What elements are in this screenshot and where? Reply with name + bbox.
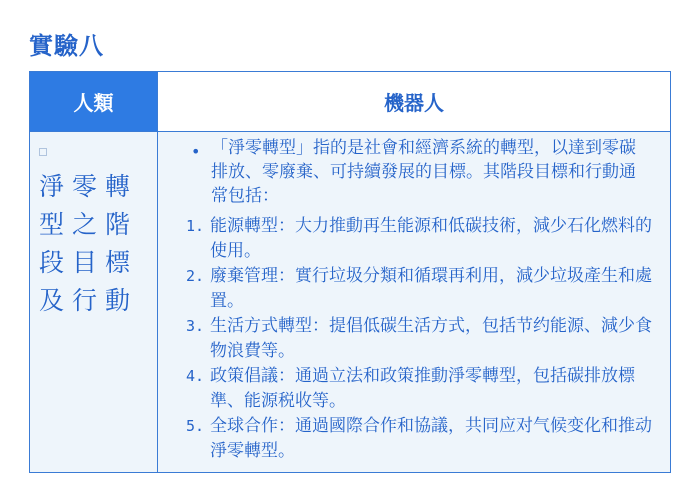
list-item bbox=[186, 264, 656, 314]
header-human: 人類 bbox=[30, 72, 158, 131]
list-item-number: 3. bbox=[186, 317, 205, 335]
human-cell bbox=[30, 132, 157, 472]
topic-text: 淨零轉型之階段目標及行動 bbox=[39, 172, 139, 315]
page-title: 實驗八 bbox=[29, 32, 104, 60]
list-item-number: 4. bbox=[186, 367, 205, 385]
list-item-text: 生活方式轉型：提倡低碳生活方式，包括节约能源、減少食物浪費等。 bbox=[210, 316, 652, 361]
list-item bbox=[186, 214, 656, 264]
list-item-text: 能源轉型：大力推動再生能源和低碳技術，減少石化燃料的使用。 bbox=[210, 216, 652, 261]
comparison-table bbox=[29, 71, 671, 473]
list-item bbox=[186, 364, 656, 414]
bullet-dot-icon: • bbox=[191, 142, 201, 161]
list-item bbox=[186, 314, 656, 364]
list-item-text: 政策倡議：通過立法和政策推動淨零轉型，包括碳排放標準、能源税收等。 bbox=[210, 366, 635, 411]
empty-square-icon bbox=[39, 148, 47, 156]
list-item-text: 全球合作：通過國際合作和協議，共同应对气候变化和推动淨零轉型。 bbox=[210, 416, 652, 461]
machine-cell bbox=[158, 132, 670, 472]
list-item-number: 5. bbox=[186, 417, 205, 435]
list-item-number: 2. bbox=[186, 267, 205, 285]
action-list bbox=[186, 214, 656, 464]
list-item-text: 廢棄管理：實行垃圾分類和循環再利用，減少垃圾產生和處置。 bbox=[210, 266, 652, 311]
list-item-number: 1. bbox=[186, 217, 205, 235]
list-item bbox=[186, 414, 656, 464]
header-machine: 機器人 bbox=[158, 72, 670, 131]
intro-text: 「淨零轉型」指的是社會和經濟系統的轉型，以達到零碳排放、零廢棄、可持續發展的目標。其階段目標和行動通常包括： bbox=[211, 138, 636, 206]
